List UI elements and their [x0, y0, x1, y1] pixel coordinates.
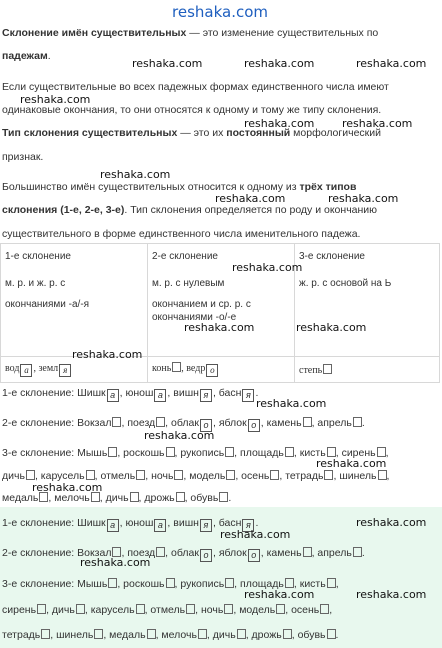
- type-def-line-1: Тип склонения существительных — это их постоянный морфологический: [2, 127, 381, 139]
- watermark: reshaka.com: [316, 457, 387, 470]
- table-cell-decl-2: 2-е склонение м. р. с нулевым окончанием и ср. р. с окончаниями -о/-е: [148, 244, 295, 357]
- answer-decl-1: 1-е склонение: Шишк а , юнош а , вишн я , басн я .: [2, 517, 259, 530]
- majority-line-1: Большинство имён существительных относится к одному из трёх типов: [2, 181, 357, 193]
- answer-decl-3-line-2: сирень , дичь , карусель , отмель , ночь , модель , осень ,: [2, 604, 333, 616]
- watermark: reshaka.com: [356, 516, 427, 529]
- watermark: reshaka.com: [132, 57, 203, 70]
- example-decl-3-line-2: дичь , карусель , отмель , ночь , модель , осень , тетрадь , шинель ,: [2, 470, 390, 482]
- watermark: reshaka.com: [342, 117, 413, 130]
- definition-line-1: Склонение имён существительных — это изменение существительных по: [2, 27, 379, 39]
- example-decl-2: 2-е склонение: Вокзал , поезд , облак о , яблок о , камень , апрель .: [2, 417, 365, 430]
- majority-line-3: существительного в форме единственного числа именительного падежа.: [2, 228, 361, 240]
- rule-line-2: одинаковые окончания, то они относятся к одному и тому же типу склонения.: [2, 104, 382, 116]
- watermark: reshaka.com: [356, 57, 427, 70]
- example-decl-1: 1-е склонение: Шишк а , юнош а , вишн я , басн я .: [2, 387, 259, 400]
- table-cell-decl-1: 1-е склонение м. р. и ж. р. с окончаниями -а/-я: [1, 244, 148, 357]
- rule-line-1: Если существительные во всех падежных формах единственного числа имеют: [2, 81, 389, 93]
- watermark: reshaka.com: [220, 528, 291, 541]
- watermark: reshaka.com: [32, 481, 103, 494]
- definition-line-2: падежам.: [2, 50, 51, 62]
- watermark: reshaka.com: [72, 348, 143, 361]
- watermark: reshaka.com: [328, 192, 399, 205]
- watermark: reshaka.com: [20, 93, 91, 106]
- watermark: reshaka.com: [244, 588, 315, 601]
- table-example-decl-3: степь: [295, 357, 440, 383]
- watermark: reshaka.com: [184, 321, 255, 334]
- watermark: reshaka.com: [100, 168, 171, 181]
- answer-decl-3-line-3: тетрадь , шинель , медаль , мелочь , дичь , дрожь , обувь .: [2, 629, 339, 641]
- watermark: reshaka.com: [296, 321, 367, 334]
- answer-decl-3-line-1: 3-е склонение: Мышь , роскошь , рукопись , площадь , кисть ,: [2, 578, 339, 590]
- watermark: reshaka.com: [244, 57, 315, 70]
- example-decl-3-line-1: 3-е склонение: Мышь , роскошь , рукопись , площадь , кисть , сирень ,: [2, 447, 389, 459]
- majority-line-2: склонения (1-е, 2-е, 3-е). Тип склонения определяется по роду и окончанию: [2, 204, 378, 216]
- table-cell-decl-3: 3-е склонение ж. р. с основой на Ь: [295, 244, 440, 357]
- watermark: reshaka.com: [232, 261, 303, 274]
- table-example-decl-1: вод а , земл я: [1, 357, 148, 383]
- watermark: reshaka.com: [244, 117, 315, 130]
- example-decl-3-line-3: медаль , мелочь , дичь , дрожь , обувь .: [2, 492, 232, 504]
- type-def-line-2: признак.: [2, 151, 44, 163]
- site-watermark: reshaka.com: [172, 3, 268, 21]
- watermark: reshaka.com: [80, 556, 151, 569]
- watermark: reshaka.com: [356, 588, 427, 601]
- declension-table: [0, 243, 440, 383]
- watermark: reshaka.com: [215, 192, 286, 205]
- table-example-decl-2: конь , ведр о: [148, 357, 295, 383]
- answer-decl-2: 2-е склонение: Вокзал , поезд , облак о , яблок о , камень , апрель .: [2, 547, 365, 560]
- watermark: reshaka.com: [144, 429, 215, 442]
- watermark: reshaka.com: [256, 397, 327, 410]
